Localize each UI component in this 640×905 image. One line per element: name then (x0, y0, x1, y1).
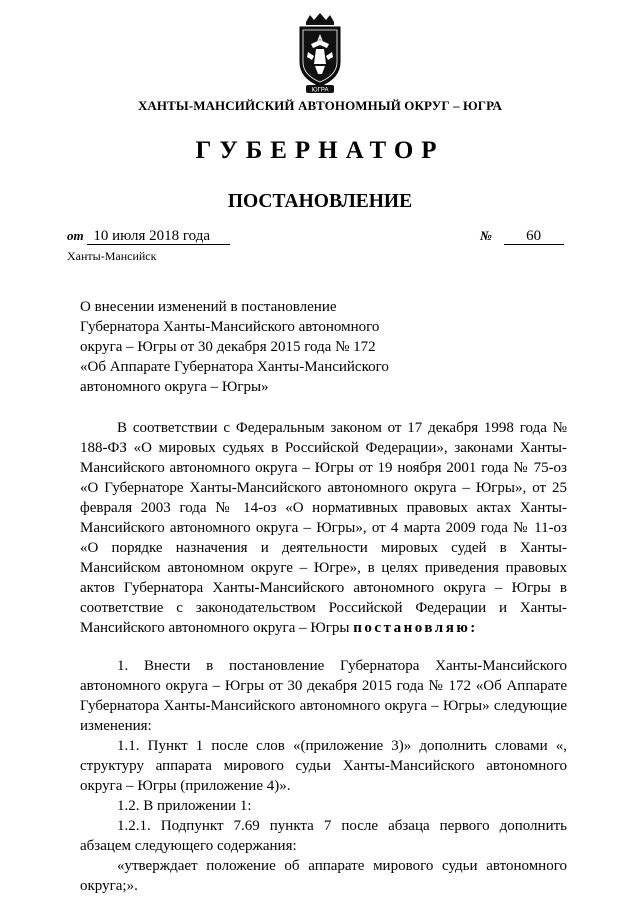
number-prefix: № (480, 228, 492, 243)
document-subject (80, 297, 410, 397)
subject-line: «Об Аппарате Губернатора Ханты-Мансийского (80, 359, 389, 375)
date-prefix: от (67, 228, 84, 243)
date-line (67, 228, 230, 245)
item-1-2-1: 1.2.1. Подпункт 7.69 пункта 7 после абзаца первого дополнить абзацем следующего содержания: (80, 818, 567, 854)
subject-line: округа – Югры от 30 декабря 2015 года № 172 (80, 339, 376, 355)
document-number: 60 (504, 228, 564, 245)
quoted-amendment: «утверждает положение об аппарате мирового судьи автономного округа;». (80, 858, 567, 894)
subject-line: Губернатора Ханты-Мансийского автономного (80, 319, 380, 335)
resolve-word: постановляю: (353, 620, 478, 636)
document-body (80, 418, 567, 896)
region-name: ХАНТЫ-МАНСИЙСКИЙ АВТОНОМНЫЙ ОКРУГ – ЮГРА (137, 98, 503, 113)
issuer-title: ГУБЕРНАТОР (195, 137, 445, 164)
item-1-2: 1.2. В приложении 1: (117, 798, 252, 814)
subject-line: автономного округа – Югры» (80, 379, 269, 395)
preamble-text: В соответствии с Федеральным законом от 17 декабря 1998 года № 188-ФЗ «О мировых судьях в Российской Федерации», законами Ханты-Мансийского автономного округа – Югры от 19 ноября 2001 года № 75-оз «О Губернаторе Ханты-Мансийского автономного округа – Югры», от 25 февраля 2003 года № 14-оз «О нормативных правовых актах Ханты-Мансийского автономного округа – Югры», от 4 марта 2009 года № 11-оз «О порядке назначения и деятельности мировых судей в Ханты-Мансийском автономном округе – Югре», в целях приведения правовых актов Губернатора Ханты-Мансийского автономного округа – Югры в соответствие с законодательством Российской Федерации и Ханты-Мансийского автономного округа – Югры (80, 420, 567, 636)
coat-of-arms-icon (294, 12, 346, 94)
subject-line: О внесении изменений в постановление (80, 299, 337, 315)
number-line (480, 228, 564, 245)
emblem-caption: ЮГРА (311, 87, 329, 94)
item-1: 1. Внести в постановление Губернатора Ханты-Мансийского автономного округа – Югры от 30 декабря 2015 года № 172 «Об Аппарате Губернатора Ханты-Мансийского автономного округа – Югры» следующие изменения: (80, 658, 567, 734)
document-type: ПОСТАНОВЛЕНИЕ (227, 191, 413, 212)
city: Ханты-Мансийск (67, 249, 157, 263)
coat-of-arms-emblem (294, 12, 346, 94)
item-1-1: 1.1. Пункт 1 после слов «(приложение 3)» дополнить словами «, структуру аппарата мирового судьи Ханты-Мансийского автономного округа – Югры (приложение 4)». (80, 738, 567, 794)
document-date: 10 июля 2018 года (87, 228, 230, 245)
preamble-paragraph (80, 418, 567, 638)
